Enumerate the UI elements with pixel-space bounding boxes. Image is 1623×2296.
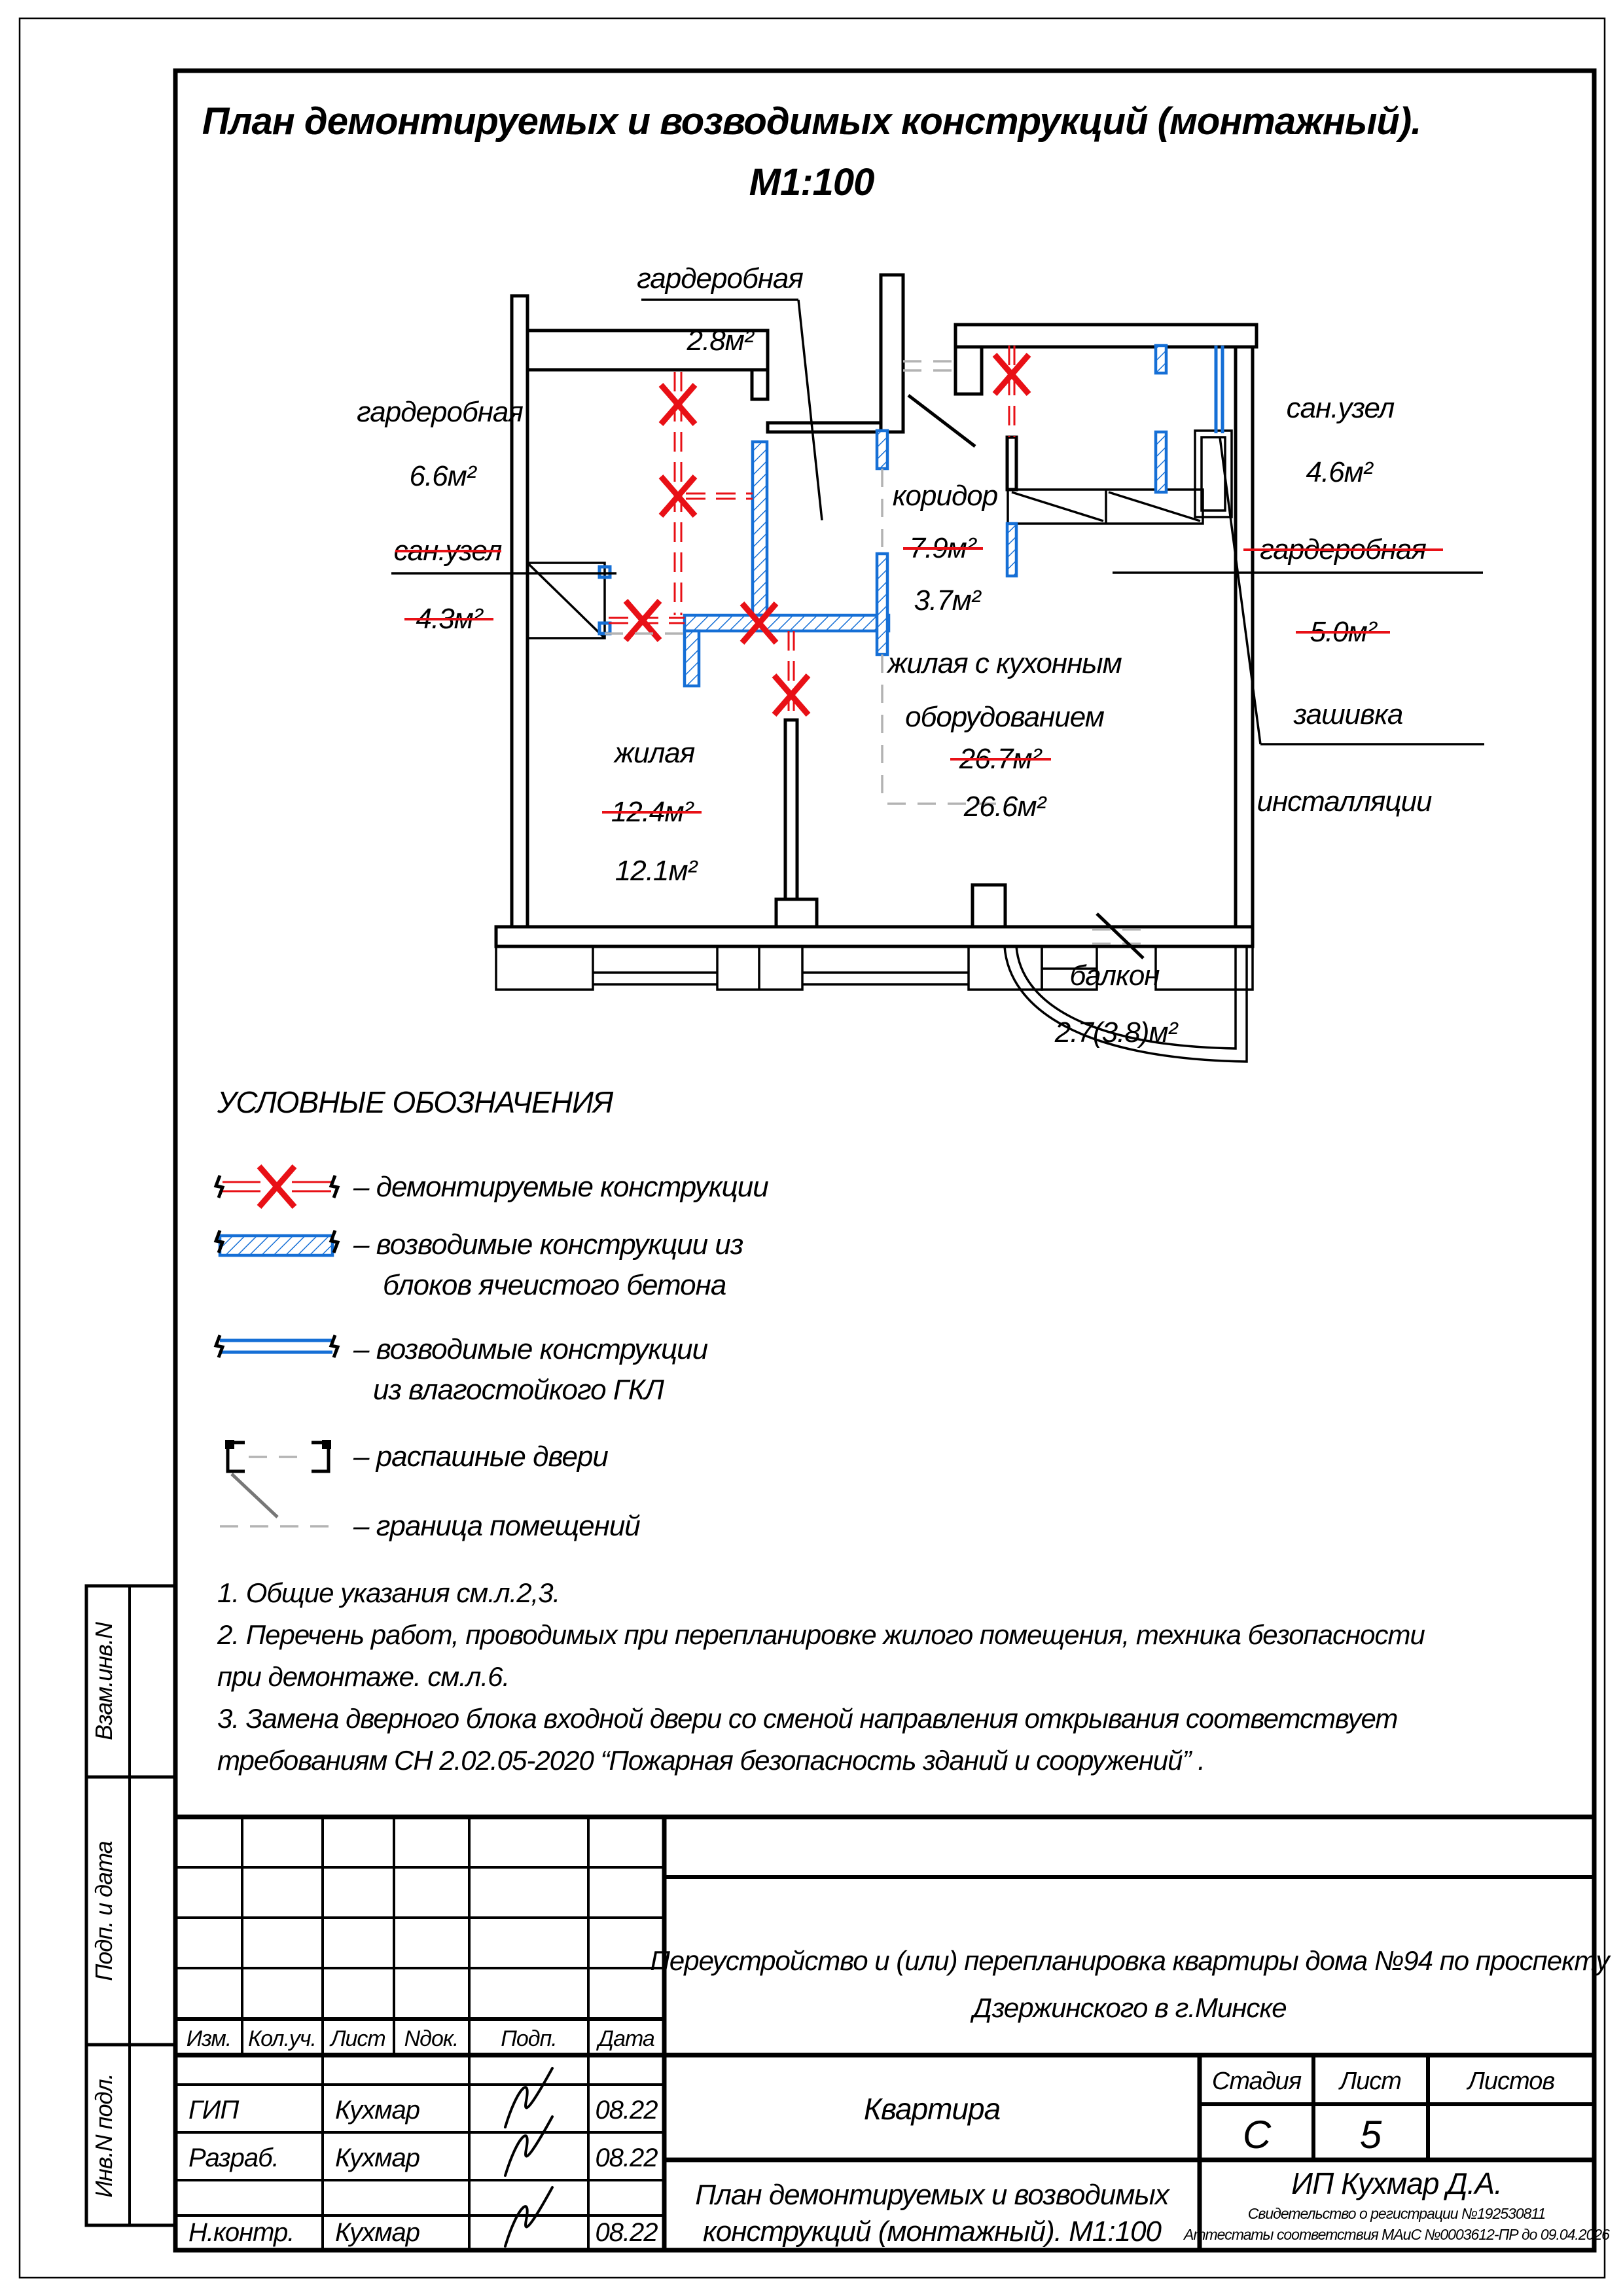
tb-col-ndok: Nдок.: [404, 2026, 459, 2051]
tb-project-line1: Переустройство и (или) перепланировка квартиры дома №94 по проспекту: [650, 1945, 1609, 1976]
label-zhilaya-name: жилая: [614, 737, 695, 769]
tb-cert2: Аттестаты соответствия МАиС №0003612-ПР до 09.04.2026: [1184, 2226, 1609, 2243]
tb-stage-value: С: [1242, 2113, 1271, 2157]
legend-item-gkl: [216, 1333, 708, 1406]
wall-jamb-a: [752, 370, 768, 399]
door-leaf-icon: [232, 1474, 277, 1517]
note-line-4: 3. Замена дверного блока входной двери со сменой направления открывания соответствует: [217, 1703, 1398, 1734]
title-line1: План демонтируемых и возводимых конструкций (монтажный).: [202, 100, 1421, 143]
legend-header: УСЛОВНЫЕ ОБОЗНАЧЕНИЯ: [217, 1085, 613, 1119]
tb-role-nkontr: Н.контр.: [188, 2218, 294, 2247]
label-zhk-name2: оборудованием: [905, 701, 1104, 733]
new-wall-horizontal: [685, 615, 889, 631]
break-mark-icon: [331, 1175, 338, 1198]
new-wall-right-c: [1007, 524, 1016, 576]
title-block: [175, 1817, 1612, 2250]
sidebar-cell-podp: Подп. и дата: [90, 1841, 117, 1981]
label-zhk-new: 26.6м²: [963, 791, 1046, 823]
outer-border: [20, 18, 1605, 2278]
tb-stage-label: Стадия: [1211, 2068, 1302, 2095]
label-zhk-name1: жилая с кухонным: [887, 647, 1122, 679]
legend-item-doors: [225, 1440, 608, 1517]
tb-role-razrab: Разраб.: [188, 2144, 279, 2172]
sidebar: [86, 1586, 175, 2225]
tb-doc-line1: План демонтируемых и возводимых: [695, 2179, 1169, 2211]
label-balkon-name: балкон: [1069, 960, 1160, 992]
new-walls-gkl: [1216, 346, 1222, 433]
title-line2: М1:100: [749, 161, 874, 204]
tb-date-gip: 08.22: [595, 2096, 658, 2125]
sidebar-cell-inv: Инв.N подл.: [90, 2073, 117, 2198]
page-frame: [20, 18, 1605, 2278]
break-mark-icon: [216, 1335, 223, 1357]
label-koridor-old: 7.9м²: [909, 532, 976, 564]
label-su46-name: сан.узел: [1286, 392, 1395, 424]
tb-name-razrab: Кухмар: [335, 2144, 420, 2172]
signature-icon: [505, 2068, 552, 2127]
tb-col-koluch: Кол.уч.: [248, 2026, 316, 2051]
bottom-pillar: [972, 885, 1005, 927]
tb-doc-line2: конструкций (монтажный). М1:100: [702, 2215, 1162, 2248]
partition-mid: [785, 720, 797, 927]
tb-cert1: Свидетельство о регистрации №192530811: [1247, 2205, 1546, 2222]
entry-pillar: [881, 275, 903, 432]
installation-diag-1: [1012, 492, 1103, 521]
label-koridor-name: коридор: [892, 480, 998, 512]
new-wall-koridor-a: [877, 431, 887, 469]
notes: [217, 1577, 1425, 1776]
tb-col-podp: Подп.: [501, 2026, 557, 2051]
new-wall-koridor-b: [877, 554, 887, 655]
entry-door-swing: [908, 395, 975, 446]
project-description: [651, 1945, 1612, 2023]
note-line-3: при демонтаже. см.л.6.: [217, 1661, 510, 1692]
leader-g28-line: [798, 300, 822, 520]
tb-project-line2: Дзержинского в г.Минске: [972, 1992, 1287, 2023]
label-su46-area: 4.6м²: [1306, 456, 1372, 488]
note-line-5: требованиям СН 2.02.05-2020 “Пожарная безопасность зданий и сооружений” .: [217, 1745, 1205, 1776]
legend-blocks-label: – возводимые конструкции из: [353, 1229, 743, 1261]
legend-gkl-label: – возводимые конструкции: [353, 1333, 708, 1365]
door-hinge-icon: [322, 1440, 331, 1449]
tb-object: Квартира: [863, 2092, 1001, 2126]
tb-company: ИП Кухмар Д.А.: [1291, 2166, 1502, 2200]
installation-diag-2: [1109, 492, 1200, 521]
break-mark-icon: [331, 1335, 338, 1357]
legend-item-demolished: [216, 1166, 768, 1207]
legend-blocks-label2: блоков ячеистого бетона: [383, 1269, 726, 1301]
legend-block-bar: [220, 1236, 332, 1255]
label-g28-area: 2.8м²: [687, 325, 753, 357]
legend-doors-label: – распашные двери: [353, 1441, 608, 1473]
new-wall-vertical: [753, 442, 767, 615]
tb-col-data: Дата: [598, 2026, 654, 2051]
wall-top-right: [955, 325, 1257, 347]
tb-sheets-label: Листов: [1467, 2068, 1555, 2095]
legend-item-boundary: [220, 1510, 640, 1542]
label-su43-area: 4.3м²: [416, 603, 482, 635]
tb-name-gip: Кухмар: [335, 2096, 420, 2125]
wall-left: [512, 296, 527, 927]
sheet-title: [202, 100, 1421, 204]
partition-right: [1007, 437, 1016, 490]
tb-sheet-label: Лист: [1340, 2068, 1401, 2095]
break-mark-icon: [216, 1230, 223, 1253]
label-zhk-old: 26.7м²: [959, 743, 1041, 775]
label-g66-name: гардеробная: [357, 396, 523, 428]
note-line-2: 2. Перечень работ, проводимых при перепланировке жилого помещения, техника безопасности: [217, 1619, 1425, 1650]
new-wall-right-b: [1156, 432, 1166, 492]
label-balkon-area: 2.7(3.8)м²: [1054, 1016, 1177, 1049]
object-stage: [864, 2068, 1555, 2157]
tb-role-gip: ГИП: [188, 2096, 239, 2125]
label-koridor-new: 3.7м²: [914, 584, 980, 617]
note-line-1: 1. Общие указания см.л.2,3.: [217, 1577, 560, 1608]
new-wall-leg: [685, 631, 699, 686]
demolition-x-icon: [259, 1166, 294, 1207]
wall-right: [1236, 347, 1253, 927]
legend-demolished-label: – демонтируемые конструкции: [353, 1171, 768, 1203]
label-g50-name: гардеробная: [1260, 533, 1426, 565]
tb-col-list: Лист: [330, 2026, 385, 2051]
partition-mid-pillar: [776, 899, 817, 927]
break-mark-icon: [216, 1175, 223, 1198]
label-g50-area: 5.0м²: [1310, 616, 1376, 648]
doc-company: [695, 2166, 1610, 2248]
label-zhilaya-new: 12.1м²: [615, 855, 697, 887]
legend-boundary-label: – граница помещений: [353, 1510, 640, 1542]
legend-item-blocks: [216, 1229, 743, 1301]
floor-plan: [357, 262, 1484, 1062]
wall-jamb-b: [955, 347, 982, 394]
tb-name-nkontr: Кухмар: [335, 2218, 420, 2247]
label-g66-area: 6.6м²: [409, 460, 476, 492]
label-zhilaya-old: 12.4м²: [611, 796, 693, 828]
tb-date-razrab: 08.22: [595, 2144, 658, 2172]
signature-icon: [505, 2117, 552, 2176]
legend: [216, 1085, 768, 1542]
sidebar-cell-vzam: Взам.инв.N: [90, 1623, 117, 1740]
label-g28-name: гардеробная: [637, 262, 803, 295]
legend-gkl-label2: из влагостойкого ГКЛ: [373, 1374, 664, 1406]
tb-sheet-value: 5: [1359, 2113, 1382, 2157]
door-hinge-icon: [225, 1440, 234, 1449]
tb-date-nkontr: 08.22: [595, 2218, 658, 2247]
new-wall-right-a: [1156, 346, 1166, 373]
label-zashivka-2: инсталляции: [1257, 785, 1432, 817]
label-su43-name: сан.узел: [393, 535, 502, 567]
tb-col-izm: Изм.: [186, 2026, 232, 2051]
revision-header: [187, 2026, 654, 2051]
sill-1: [496, 946, 593, 990]
label-zashivka-1: зашивка: [1293, 698, 1403, 730]
sill-4: [1156, 946, 1253, 990]
